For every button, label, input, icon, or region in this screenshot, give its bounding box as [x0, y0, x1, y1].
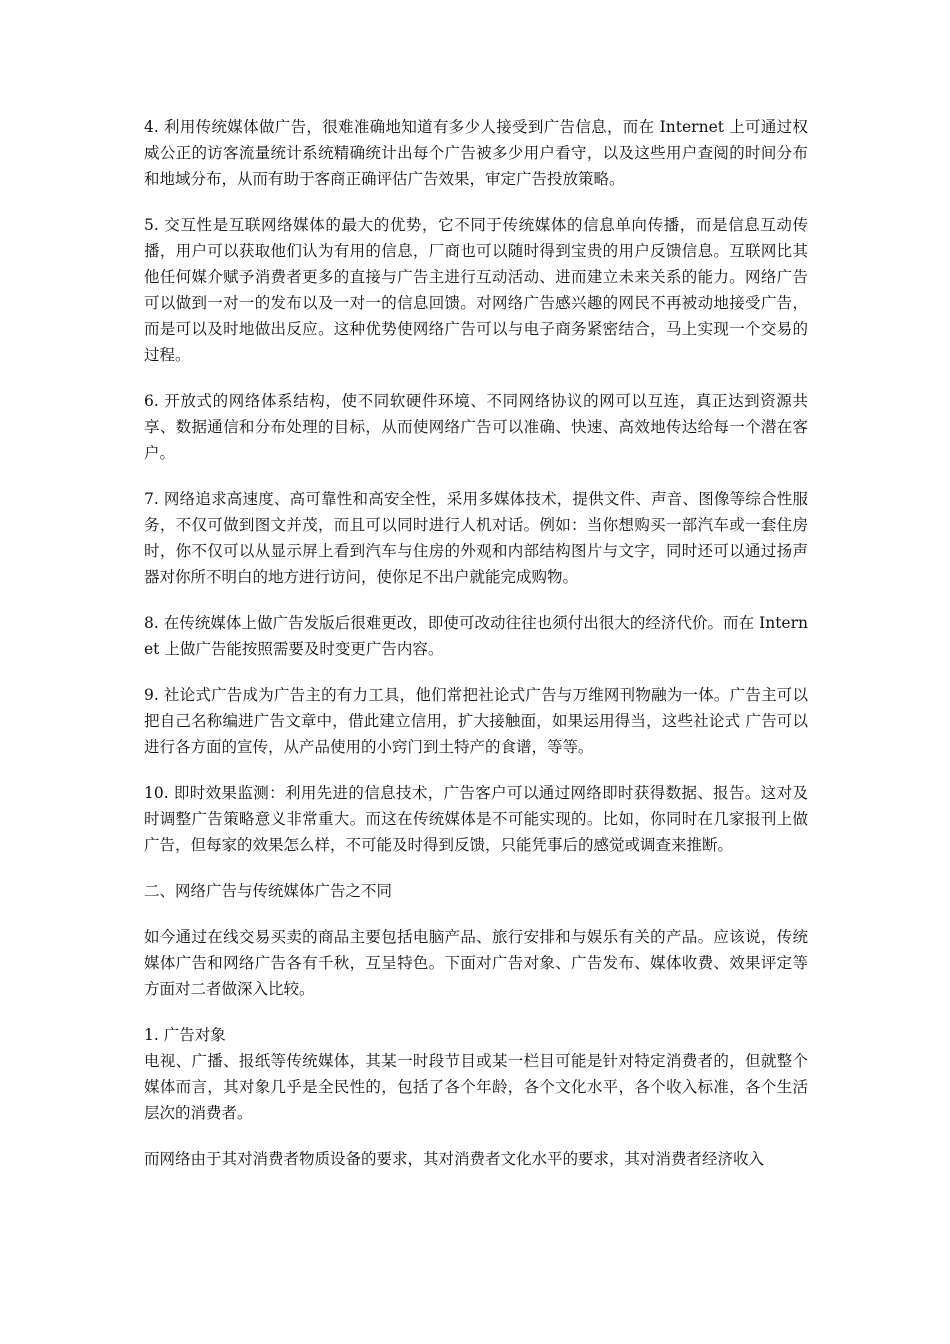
paragraph-item-10: 10. 即时效果监测：利用先进的信息技术，广告客户可以通过网络即时获得数据、报告。这对及时调整广告策略意义非常重大。而这在传统媒体是不可能实现的。比如，你同时在几家报刊上做广告，但每家的效果怎么样，不可能及时得到反馈，只能凭事后的感觉或调查来推断。 [144, 784, 808, 854]
subheading-ad-target: 1. 广告对象 [144, 1026, 226, 1044]
paragraph-item-5: 5. 交互性是互联网络媒体的最大的优势，它不同于传统媒体的信息单向传播，而是信息互动传播，用户可以获取他们认为有用的信息，厂商也可以随时得到宝贵的用户反馈信息。互联网比其他任何媒介赋予消费者更多的直接与广告主进行互动活动、进而建立未来关系的能力。网络广告可以做到一对一的发布以及一对一的信息回馈。对网络广告感兴趣的网民不再被动地接受广告，而是可以及时地做出反应。这种优势使网络广告可以与电子商务紧密结合，马上实现一个交易的过程。 [144, 216, 808, 364]
paragraph-item-4: 4. 利用传统媒体做广告，很难准确地知道有多少人接受到广告信息，而在 Internet 上可通过权威公正的访客流量统计系统精确统计出每个广告被多少用户看守，以及这些用户查阅的时间分布和地域分布，从而有助于客商正确评估广告效果，审定广告投放策略。 [144, 118, 808, 188]
paragraph-item-6: 6. 开放式的网络体系结构，使不同软硬件环境、不同网络协议的网可以互连，真正达到资源共享、数据通信和分布处理的目标，从而使网络广告可以准确、快速、高效地传达给每一个潜在客户。 [144, 392, 808, 462]
ad-target-paragraph: 电视、广播、报纸等传统媒体，其某一时段节目或某一栏目可能是针对特定消费者的，但就整个媒体而言，其对象几乎是全民性的，包括了各个年龄，各个文化水平，各个收入标准，各个生活层次的消费者。 [144, 1052, 808, 1122]
paragraph-item-8: 8. 在传统媒体上做广告发版后很难更改，即使可改动往往也须付出很大的经济代价。而在 Internet 上做广告能按照需要及时变更广告内容。 [144, 614, 808, 658]
paragraph-item-7: 7. 网络追求高速度、高可靠性和高安全性，采用多媒体技术，提供文件、声音、图像等综合性服务，不仅可做到图文并茂，而且可以同时进行人机对话。例如：当你想购买一部汽车或一套住房时，你不仅可以从显示屏上看到汽车与住房的外观和内部结构图片与文字，同时还可以通过扬声器对你所不明白的地方进行访问，使你足不出户就能完成购物。 [144, 490, 808, 586]
section-heading: 二、网络广告与传统媒体广告之不同 [144, 882, 393, 900]
document-page [144, 114, 808, 1192]
paragraph-item-9: 9. 社论式广告成为广告主的有力工具，他们常把社论式广告与万维网刊物融为一体。广告主可以把自己名称编进广告文章中，借此建立信用，扩大接触面，如果运用得当，这些社论式 广告可以进行各方面的宣传，从产品使用的小窍门到土特产的食谱，等等。 [144, 686, 808, 756]
final-paragraph: 而网络由于其对消费者物质设备的要求，其对消费者文化水平的要求，其对消费者经济收入 [144, 1150, 765, 1168]
intro-paragraph: 如今通过在线交易买卖的商品主要包括电脑产品、旅行安排和与娱乐有关的产品。应该说，传统媒体广告和网络广告各有千秋，互呈特色。下面对广告对象、广告发布、媒体收费、效果评定等方面对二者做深入比较。 [144, 928, 808, 998]
